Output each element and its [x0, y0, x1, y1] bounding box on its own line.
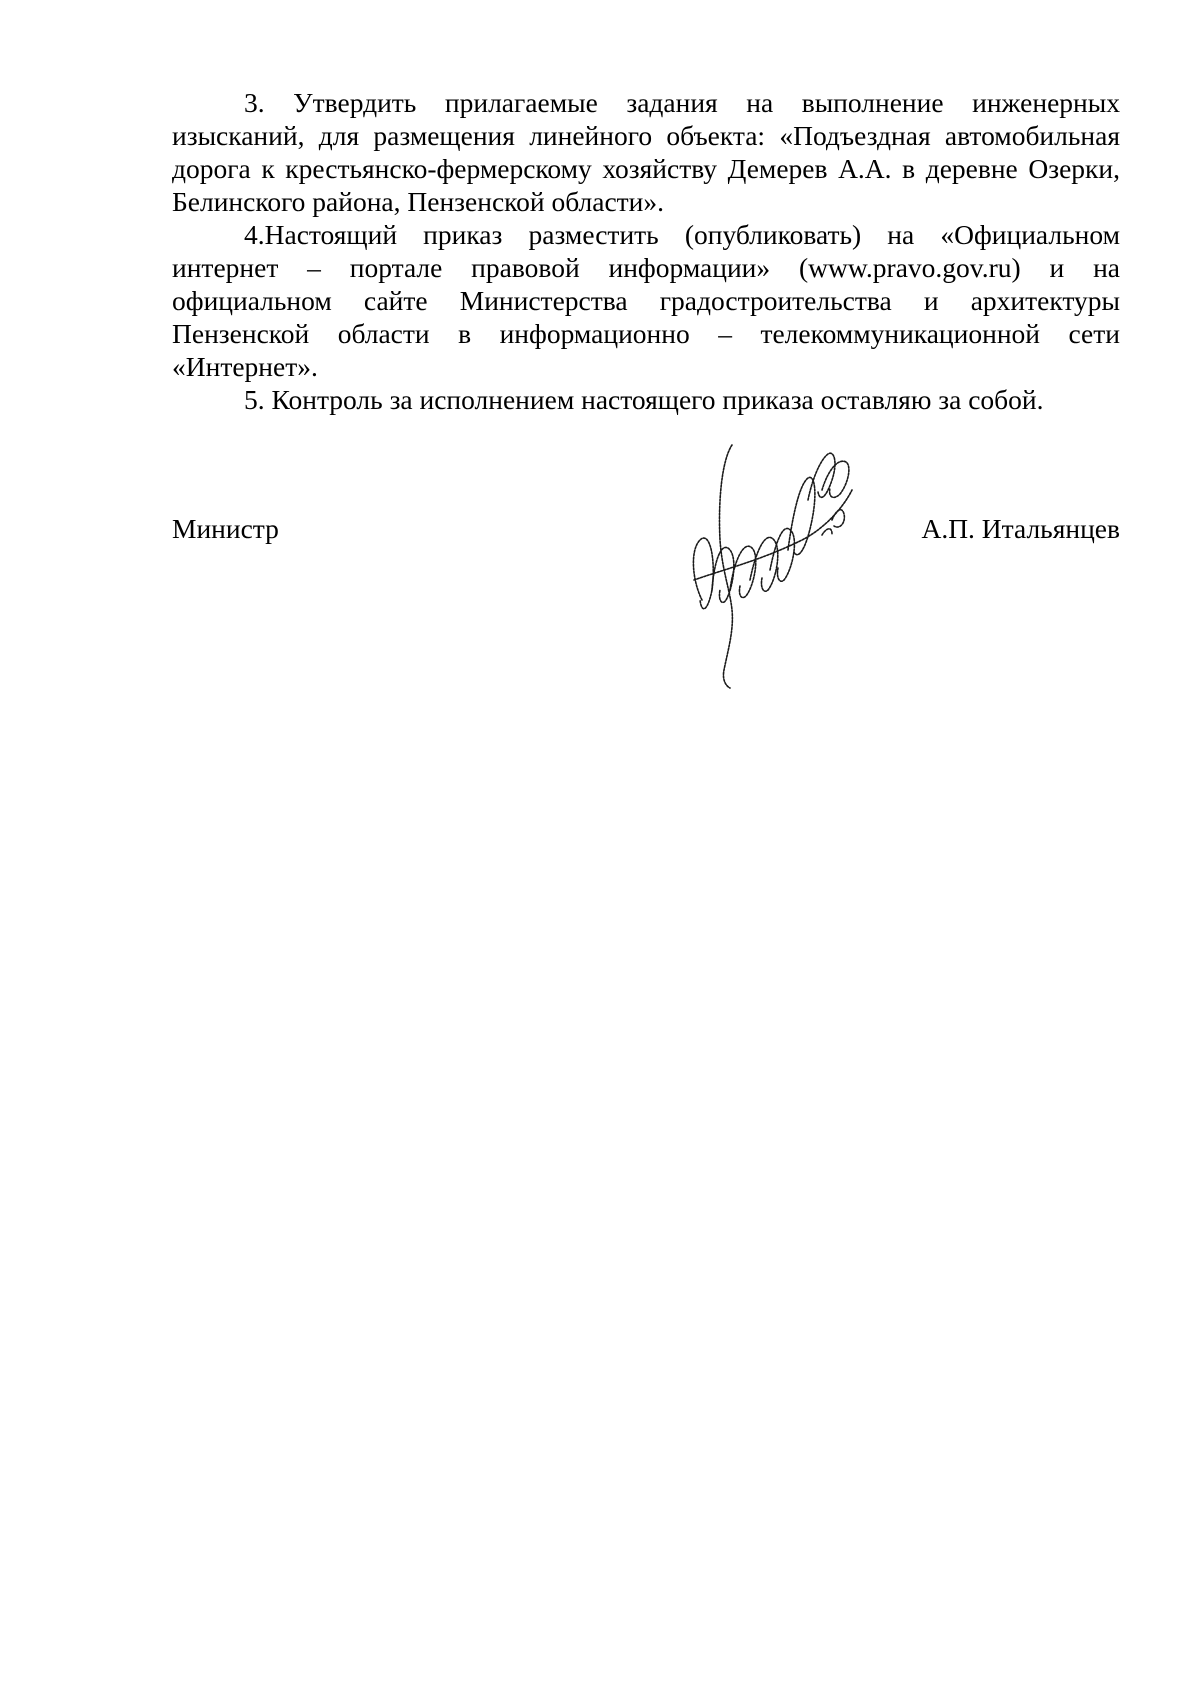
paragraph-4: 4.Настоящий приказ разместить (опубликовать) на «Официальном интернет – портале правовой информации» (www.pravo.gov.ru) и на официальном сайте Министерства градостроительства и архитектуры Пензенской области в информационно – телекоммуникационной сети «Интернет». — [172, 219, 1120, 382]
paragraph-3: 3. Утвердить прилагаемые задания на выполнение инженерных изысканий, для размещения линейного объекта: «Подъездная автомобильная дорога к крестьянско-фермерскому хозяйству Демерев А.А. в деревне Озерки, Белинского района, Пензенской области». — [172, 87, 1120, 217]
handwritten-signature-icon — [672, 440, 862, 690]
signer-position-title: Министр — [172, 513, 279, 544]
document-body — [172, 86, 1120, 416]
signer-name: А.П. Итальянцев — [921, 513, 1120, 544]
paragraph-5: 5. Контроль за исполнением настоящего приказа оставляю за собой. — [244, 384, 1044, 415]
